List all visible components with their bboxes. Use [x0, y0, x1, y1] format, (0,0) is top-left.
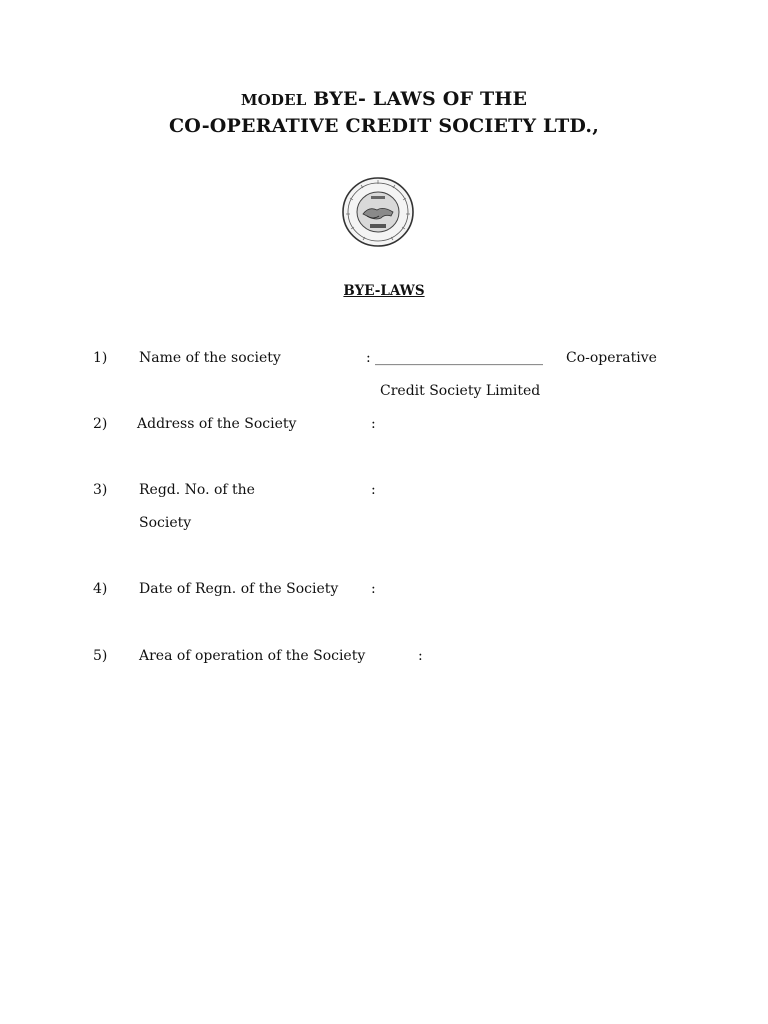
field-colon: : [366, 350, 371, 366]
field-number: 2) [93, 416, 108, 432]
cooperative-seal-icon [341, 176, 415, 248]
field-number: 1) [93, 350, 108, 366]
document-title-line-1 [0, 88, 768, 110]
field-colon: : [371, 482, 376, 498]
field-number: 4) [93, 581, 108, 597]
society-name-blank: ________________________ [375, 350, 543, 366]
field-number: 3) [93, 482, 108, 498]
document-title-line-2: CO-OPERATIVE CREDIT SOCIETY LTD., [168, 115, 600, 137]
society-name-suffix-line-2: Credit Society Limited [380, 383, 541, 399]
field-label-regn-date: Date of Regn. of the Society [139, 581, 339, 597]
title-line-1-rest: BYE- LAWS OF THE [306, 88, 528, 110]
field-number: 5) [93, 648, 108, 664]
field-label-regd-no: Regd. No. of the [139, 482, 255, 498]
field-label-society-name: Name of the society [139, 350, 281, 366]
field-colon: : [371, 581, 376, 597]
field-label-regd-no-line-2: Society [139, 515, 192, 531]
field-colon: : [371, 416, 376, 432]
field-colon: : [418, 648, 423, 664]
field-label-address: Address of the Society [137, 416, 297, 432]
field-label-area-of-operation: Area of operation of the Society [139, 648, 366, 664]
society-name-suffix: Co-operative [566, 350, 657, 366]
title-prefix: MODEL [240, 91, 307, 109]
section-heading: BYE-LAWS [343, 283, 425, 299]
